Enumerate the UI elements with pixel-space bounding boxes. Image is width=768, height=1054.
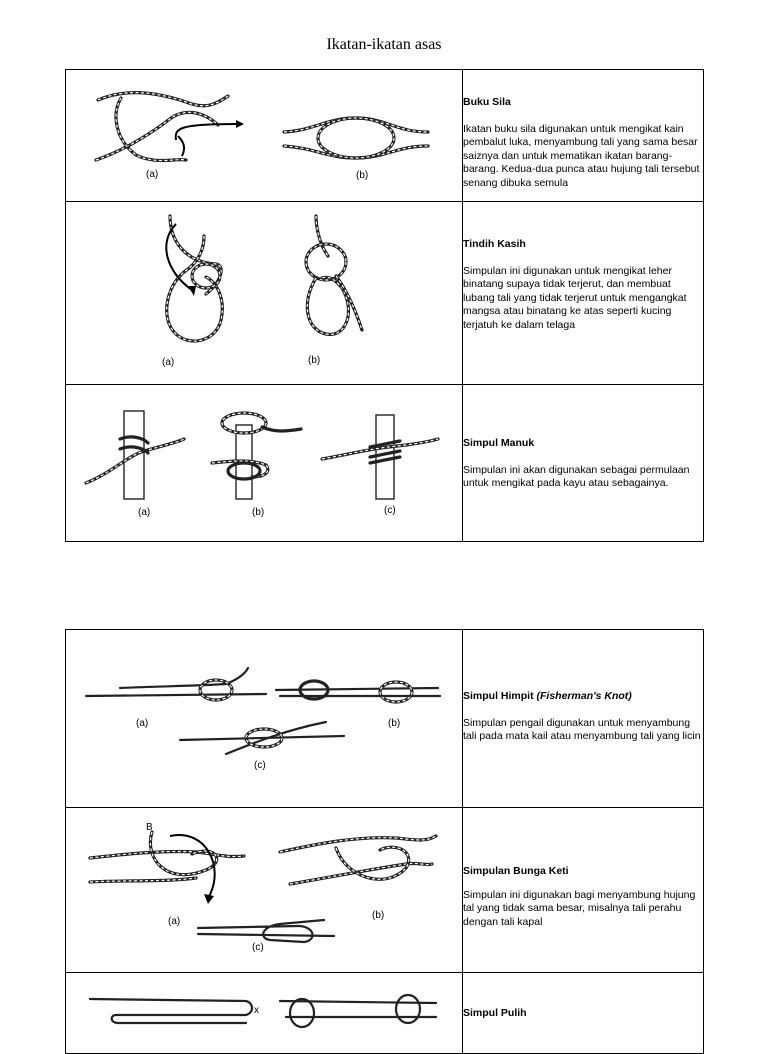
figure-cell [66, 808, 463, 973]
simpulan-bunga-keti-illustration [66, 808, 462, 972]
table-row [66, 385, 704, 542]
figure-cell [66, 202, 463, 385]
knot-name: Simpul Manuk [463, 437, 535, 449]
buku-sila-illustration [66, 70, 462, 201]
text-cell [463, 973, 704, 1054]
figure-label: (a) [138, 507, 151, 518]
simpul-pulih-illustration [66, 973, 462, 1053]
figure-label: (b) [372, 910, 385, 921]
tindih-kasih-illustration [66, 202, 462, 384]
knot-name: Simpul Pulih [463, 1007, 527, 1019]
figure-label: (c) [384, 505, 396, 516]
figure-label: (a) [136, 718, 149, 729]
text-cell [463, 630, 704, 808]
text-cell [463, 808, 704, 973]
page-title: Ikatan-ikatan asas [326, 36, 442, 53]
knot-description: Simpulan ini digunakan untuk mengikat leher binatang supaya tidak terjerut, dan membuat lubang tali yang tidak terjerut untuk mengangkat mangsa atau binatang ke atas seperti kucing terjatuh ke dalam telaga [463, 265, 687, 331]
table-row [66, 202, 704, 385]
figure-label: (c) [254, 760, 266, 771]
knot-name: Simpul Himpit (Fisherman's Knot) [463, 690, 632, 702]
figure-label: (b) [252, 507, 265, 518]
knot-description: Simpulan pengail digunakan untuk menyambung tali pada mata kail atau menyambung tali yang licin [463, 717, 701, 743]
simpul-himpit-illustration [66, 630, 462, 807]
figure-cell [66, 973, 463, 1054]
knots-table-1 [65, 69, 704, 542]
knot-description: Simpulan ini akan digunakan sebagai permulaan untuk mengikat pada kayu atau sebagainya. [463, 464, 690, 490]
figure-cell [66, 70, 463, 202]
figure-cell [66, 630, 463, 808]
figure-label: (b) [388, 718, 401, 729]
figure-label: x [254, 1005, 259, 1016]
figure-label: (a) [168, 916, 181, 927]
knot-name: Tindih Kasih [463, 238, 526, 250]
table-row [66, 630, 704, 808]
simpul-manuk-illustration [66, 385, 462, 541]
table-row [66, 973, 704, 1054]
text-cell [463, 202, 704, 385]
figure-label: (c) [252, 942, 264, 953]
text-cell [463, 70, 704, 202]
table-row [66, 70, 704, 202]
figure-label: B [146, 822, 153, 833]
text-cell [463, 385, 704, 542]
knot-name: Buku Sila [463, 96, 511, 108]
knot-description: Ikatan buku sila digunakan untuk mengikat kain pembalut luka, menyambung tali yang sama besar saiznya dan untuk mematikan ikatan barang-barang. Kedua-dua punca atau hujung tali tersebut senang dibuka semula [463, 123, 700, 189]
knot-description: Simpulan ini digunakan bagi menyambung hujung tal yang tidak sama besar, misalnya tali perahu dengan tali kapal [463, 889, 696, 928]
knots-table-2 [65, 629, 704, 1054]
figure-label: (b) [356, 170, 369, 181]
figure-cell [66, 385, 463, 542]
knot-name: Simpulan Bunga Keti [463, 865, 569, 877]
figure-label: (b) [308, 355, 321, 366]
table-row [66, 808, 704, 973]
figure-label: (a) [162, 357, 175, 368]
figure-label: (a) [146, 169, 159, 180]
